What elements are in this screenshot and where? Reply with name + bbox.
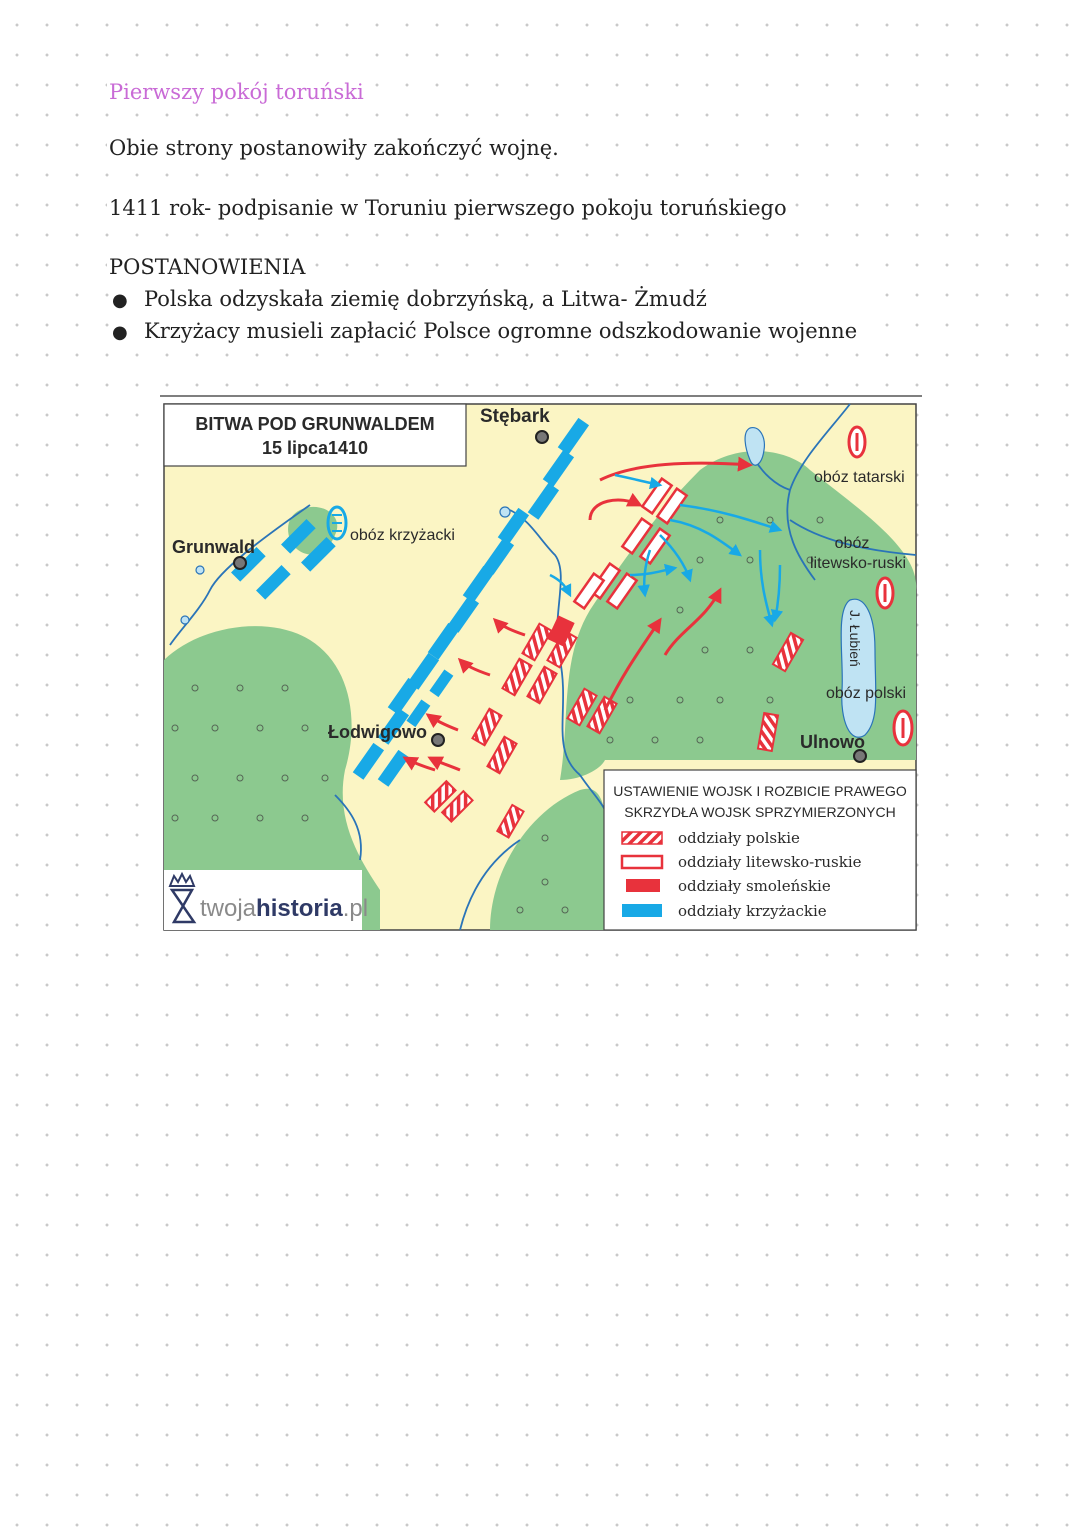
map-date: 15 lipca1410 — [261, 438, 369, 458]
battle-map — [160, 390, 922, 932]
place-oboz-lit-2: litewsko-ruski — [809, 555, 907, 572]
legend-swatch-polish — [622, 832, 662, 844]
place-oboz-polski: obóz polski — [826, 685, 907, 702]
legend-item-polish: oddziały polskie — [678, 829, 800, 847]
place-ulnowo: Ulnowo — [800, 732, 865, 752]
bullet-text: Krzyżacy musieli zapłacić Polsce ogromne odszkodowanie wojenne — [144, 319, 858, 343]
legend-swatch-teutonic — [622, 904, 662, 917]
bullet-icon: ● — [112, 322, 128, 343]
legend-heading-2: SKRZYDŁA WOJSK SPRZYMIERZONYCH — [624, 804, 896, 820]
legend-heading-1: USTAWIENIE WOJSK I ROZBICIE PRAWEGO — [613, 783, 907, 799]
legend-swatch-smolensk — [626, 879, 660, 892]
list-item — [112, 316, 861, 348]
watermark-text — [200, 895, 368, 922]
list-item — [112, 284, 861, 316]
bullet-text: Polska odzyskała ziemię dobrzyńską, a Litwa- Żmudź — [144, 287, 707, 311]
place-oboz-tatarski: obóz tatarski — [814, 469, 905, 486]
legend-item-teutonic: oddziały krzyżackie — [678, 902, 827, 920]
note-line-date: 1411 rok- podpisanie w Toruniu pierwszego pokoju toruńskiego — [109, 196, 787, 220]
legend-swatch-lithuanian — [622, 856, 662, 868]
bullet-icon: ● — [112, 290, 128, 311]
place-lodwigowo: Łodwigowo — [328, 722, 427, 742]
map-title: BITWA POD GRUNWALDEM — [195, 414, 435, 434]
place-grunwald: Grunwald — [172, 537, 256, 557]
watermark-part-2: historia — [256, 895, 343, 922]
place-jezioro: J. Łubień — [847, 610, 863, 667]
battle-map-svg — [160, 390, 922, 932]
note-line-intro: Obie strony postanowiły zakończyć wojnę. — [109, 136, 559, 160]
provisions-list — [112, 284, 861, 348]
legend-item-lithuanian: oddziały litewsko-ruskie — [678, 853, 862, 871]
note-title: Pierwszy pokój toruński — [109, 80, 364, 104]
watermark-part-1: twoja — [200, 895, 257, 922]
legend-item-smolensk: oddziały smoleńskie — [678, 877, 831, 895]
place-oboz-krzyzacki: obóz krzyżacki — [350, 527, 455, 544]
place-stebark: Stębark — [480, 406, 550, 427]
place-oboz-lit-1: obóz — [834, 535, 870, 552]
watermark-part-3: .pl — [342, 895, 369, 922]
section-heading: POSTANOWIENIA — [109, 255, 306, 279]
